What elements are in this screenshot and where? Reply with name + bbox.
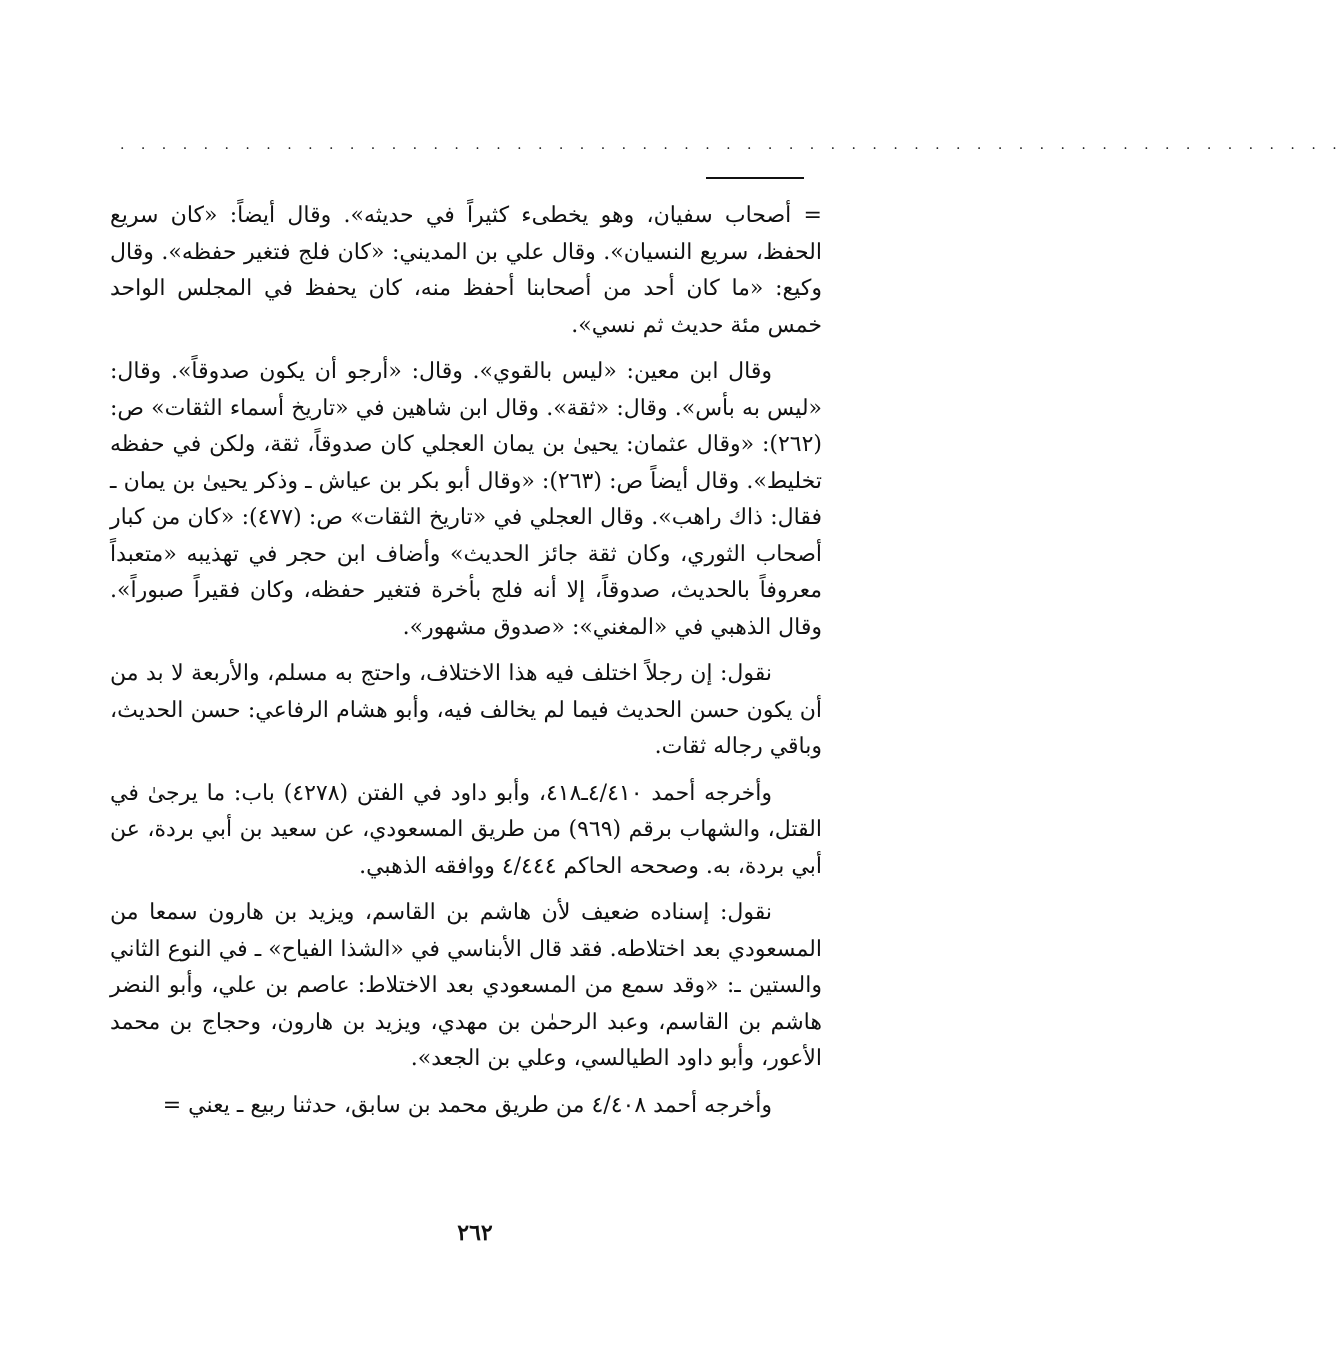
footnote-rule <box>706 177 804 179</box>
paragraph-6: وأخرجه أحمد ٤/٤٠٨ من طريق محمد بن سابق، حدثنا ربيع ـ يعني = <box>162 1092 772 1118</box>
footnote-text-block <box>110 198 822 1134</box>
paragraph-3: نقول: إن رجلاً اختلف فيه هذا الاختلاف، واحتج به مسلم، والأربعة لا بد من أن يكون حسن الحديث فيما لم يخالف فيه، وأبو هشام الرفاعي: حسن الحديث، وباقي رجاله ثقات. <box>110 661 822 759</box>
paragraph-5: نقول: إسناده ضعيف لأن هاشم بن القاسم، ويزيد بن هارون سمعا من المسعودي بعد اختلاطه. فقد قال الأبناسي في «الشذا الفياح» ـ في النوع الثاني والستين ـ: «وقد سمع من المسعودي بعد الاختلاط: عاصم بن علي، وأبو النضر هاشم بن القاسم، وعبد الرحمٰن بن مهدي، ويزيد بن هارون، وحجاج بن محمد الأعور، وأبو داود الطيالسي، وعلي بن الجعد». <box>110 900 822 1071</box>
page-number: ٢٦٢ <box>457 1220 493 1246</box>
footnote-dotted-separator: . . . . . . . . . . . . . . . . . . . . . . . . . . . . . . . . . . . . . . . . . . . . . . . . . . . . . . . . . . . <box>120 137 1343 153</box>
paragraph-2: وقال ابن معين: «ليس بالقوي». وقال: «أرجو أن يكون صدوقاً». وقال: «ليس به بأس». وقال: «ثقة». وقال ابن شاهين في «تاريخ أسماء الثقات» ص: (٢٦٢): «وقال عثمان: يحيىٰ بن يمان العجلي كان صدوقاً، ثقة، ولكن في حفظه تخليط». وقال أيضاً ص: (٢٦٣): «وقال أبو بكر بن عياش ـ وذكر يحيىٰ بن يمان ـ فقال: ذاك راهب». وقال العجلي في «تاريخ الثقات» ص: (٤٧٧): «كان من كبار أصحاب الثوري، وكان ثقة جائز الحديث» وأضاف ابن حجر في تهذيبه «متعبداً معروفاً بالحديث، صدوقاً، إلا أنه فلج بأخرة فتغير حفظه، وكان فقيراً صبوراً». وقال الذهبي في «المغني»: «صدوق مشهور». <box>110 359 822 640</box>
paragraph-4: وأخرجه أحمد ٤/٤١٠ـ٤١٨، وأبو داود في الفتن (٤٢٧٨) باب: ما يرجىٰ في القتل، والشهاب برقم (٩٦٩) من طريق المسعودي، عن سعيد بن أبي بردة، عن أبي بردة، به. وصححه الحاكم ٤/٤٤٤ ووافقه الذهبي. <box>110 780 822 879</box>
paragraph-1: = أصحاب سفيان، وهو يخطىء كثيراً في حديثه». وقال أيضاً: «كان سريع الحفظ، سريع النسيان». وقال علي بن المديني: «كان فلج فتغير حفظه». وقال وكيع: «ما كان أحد من أصحابنا أحفظ منه، كان يحفظ في المجلس الواحد خمس مئة حديث ثم نسي». <box>110 203 823 338</box>
